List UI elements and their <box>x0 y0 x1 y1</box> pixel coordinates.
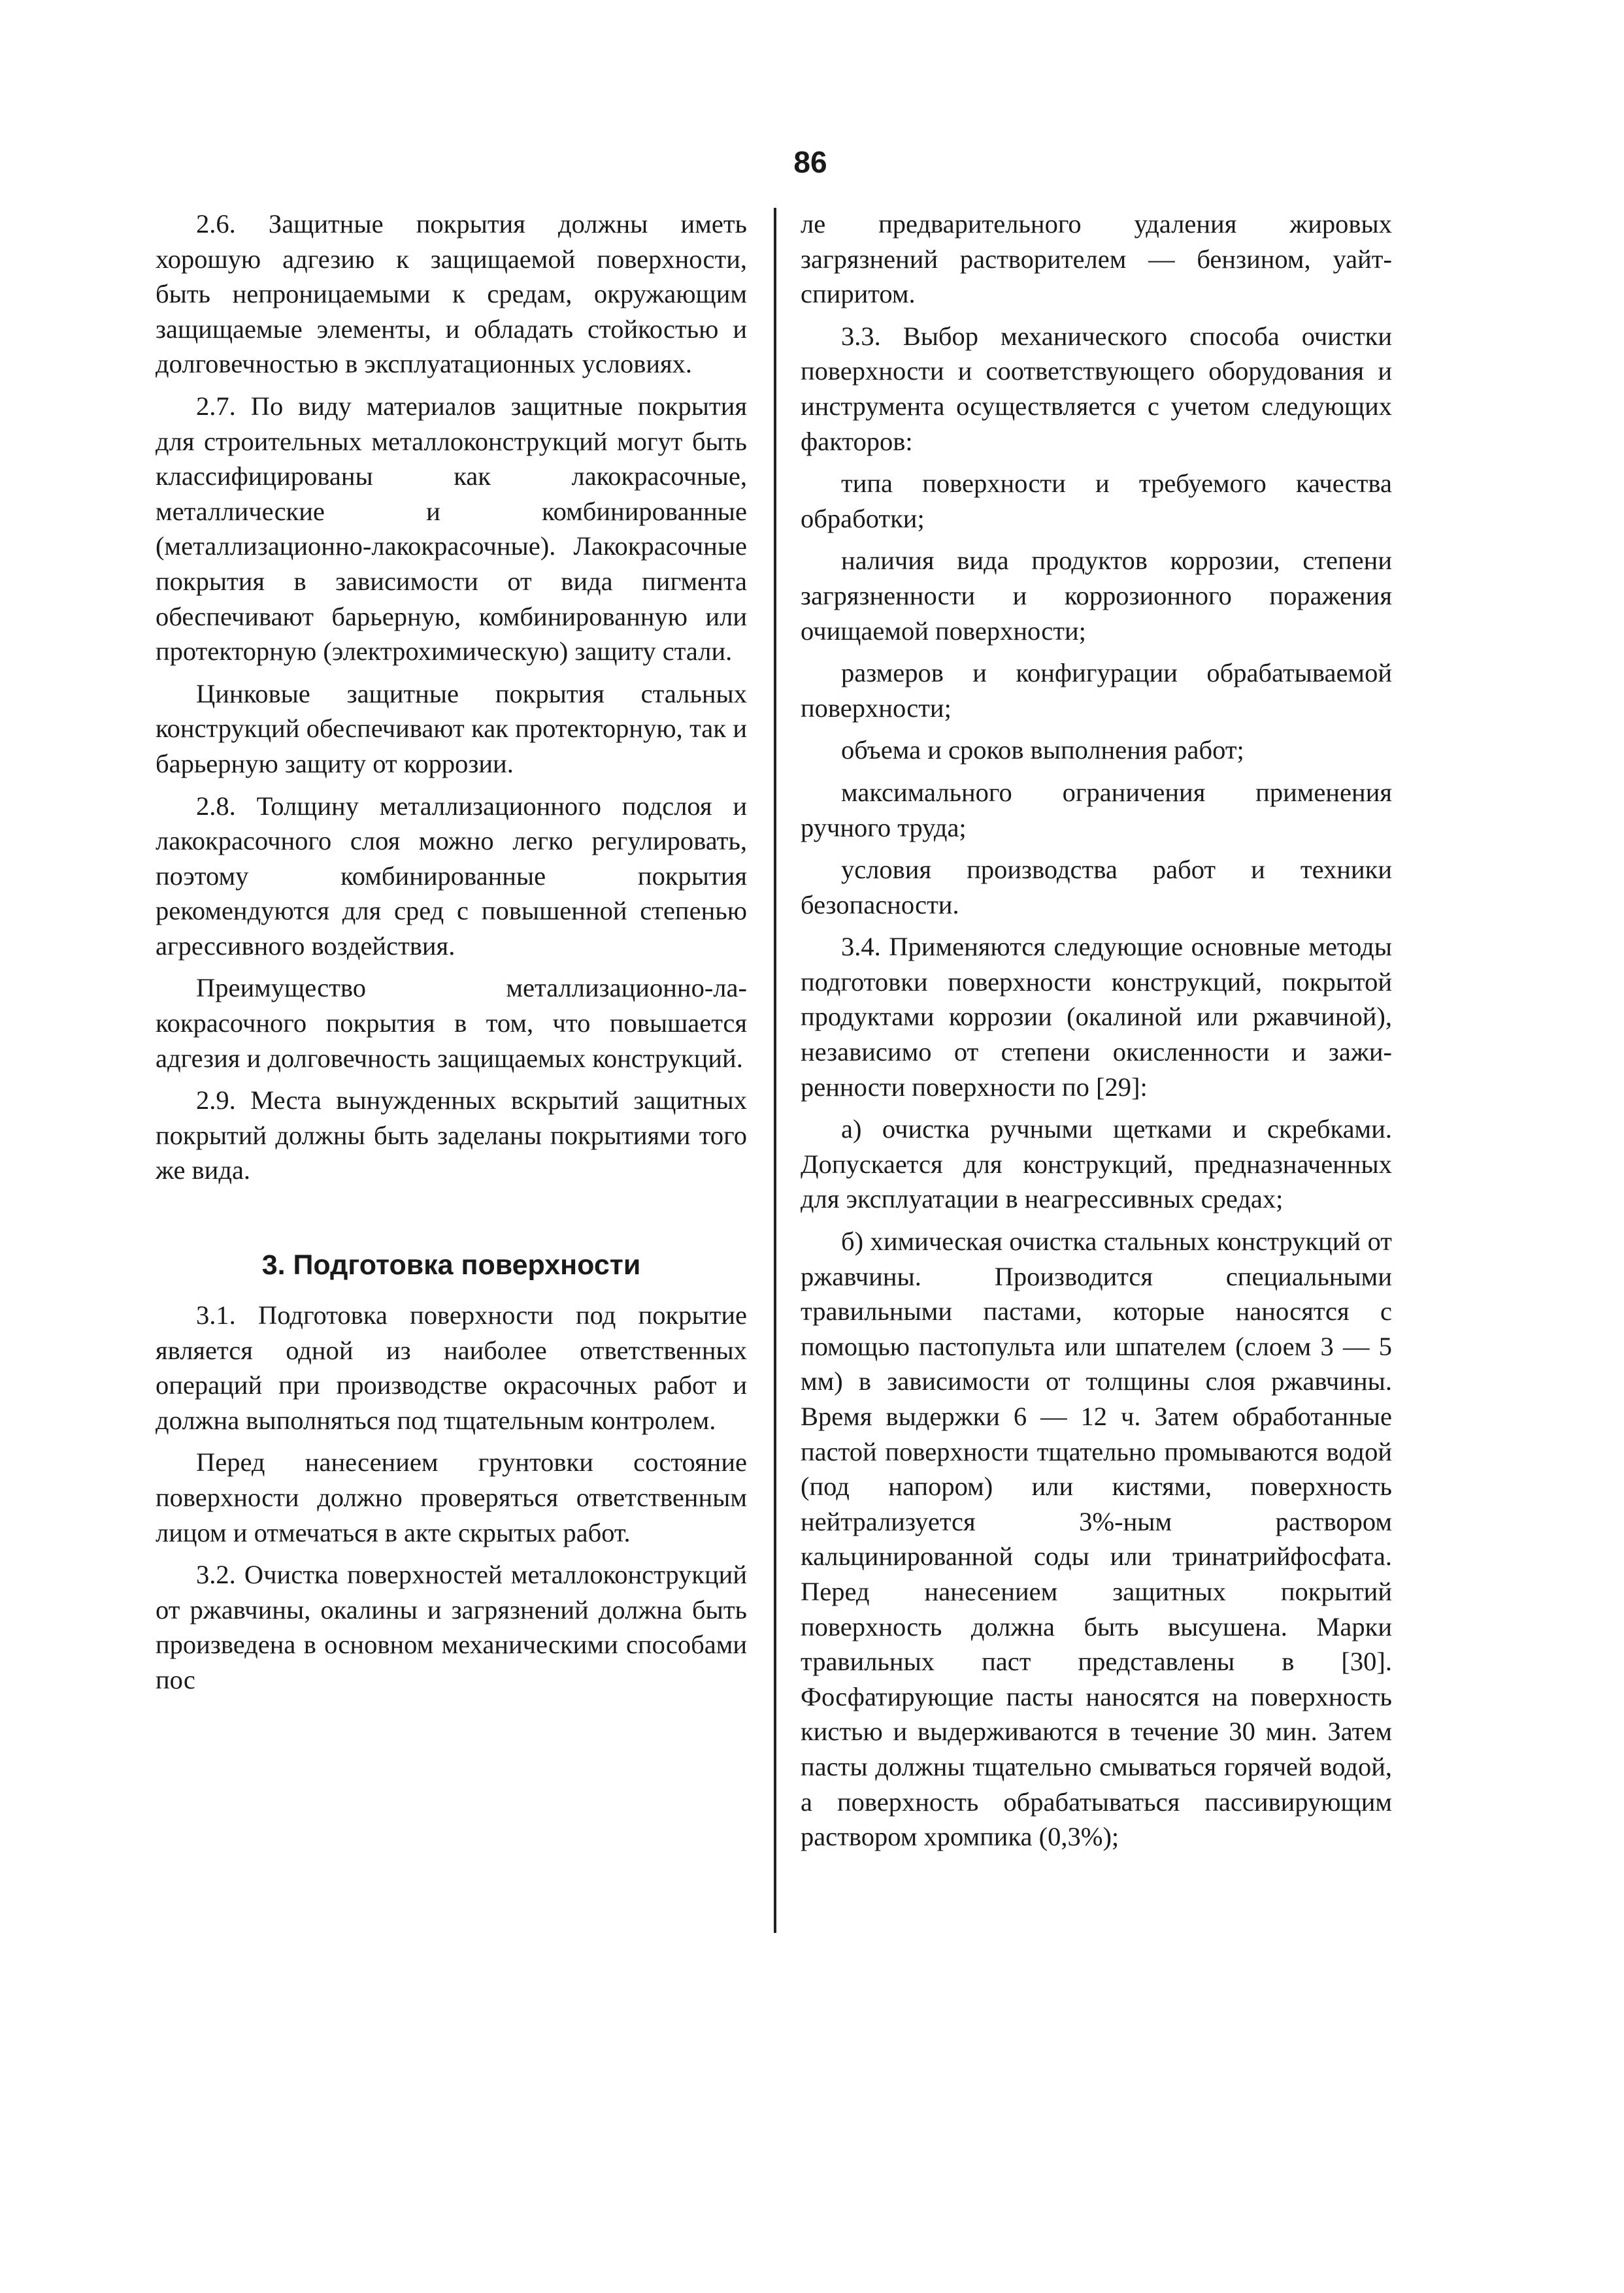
left-column <box>156 206 747 1705</box>
paragraph-2-6: 2.6. Защитные покрытия должны иметь хорошую адгезию к защищаемой поверхности, быть непроницаемыми к средам, окружающим защищаемые элементы, и обладать стойкостью и долговечностью в эксплуатационных условиях. <box>156 209 747 379</box>
method-b-chemical-cleaning: б) химическая очистка стальных конструкций от ржавчины. Производится специальными травильными пастами, которые наносятся с помощью пастопульта или шпателем (слоем 3 — 5 мм) в зависимости от толщины слоя ржавчины. Время выдержки 6 — 12 ч. Затем обработанные пастой поверхности тщательно промываются водой (под напором) или кистями, поверхность нейтрализуется 3%-ным раствором кальцинированной соды или тринатрийфосфата. Перед нанесением защитных покрытий поверхность должна быть высушена. Марки травильных паст представлены в [30]. Фосфатирующие пасты наносятся на поверхность кистью и выдерживаются в течение 30 мин. Затем пасты должны тщательно смываться горячей водой, а поверхность обрабатываться пассивирующим раствором хромпика (0,3%); <box>801 1227 1392 1852</box>
method-a-manual-brushes: а) очистка ручными щетками и скребками. Допускается для конструкций, предназначенных для эксплуатации в неагрессивных средах; <box>801 1114 1392 1214</box>
factor-safety: условия производства работ и техники безопасности. <box>801 855 1392 919</box>
right-column <box>801 206 1392 1862</box>
paragraph-3-1: 3.1. Подготовка поверхности под покрытие является одной из наиболее ответственных операций при производстве окрасочных работ и должна выполняться под тщательным контролем. <box>156 1300 747 1435</box>
paragraph-3-2: 3.2. Очистка поверхностей металлоконструкций от ржавчины, окалины и загрязнений должна быть произведена в основном механическими способами пос <box>156 1560 747 1694</box>
factor-surface-size: размеров и конфигурации обрабатываемой поверхности; <box>801 658 1392 723</box>
column-divider <box>774 208 776 1933</box>
paragraph-advantage: Преимущество металлизационно-лакокрасочного покрытия в том, что повышается адгезия и долговечность защищаемых конструкций. <box>156 973 747 1073</box>
factor-work-volume: объема и сроков выполнения работ; <box>841 735 1244 765</box>
section-heading: 3. Подготовка поверхности <box>261 1249 641 1281</box>
factor-surface-type: типа поверхности и требуемого качества обработки; <box>801 469 1392 533</box>
paragraph-3-2-continued: ле предварительного удаления жировых загрязнений растворителем — бензином, уайт-спиритом. <box>801 209 1392 309</box>
paragraph-zinc-coatings: Цинковые защитные покрытия стальных конструкций обеспечивают как протекторную, так и барьерную защиту от коррозии. <box>156 678 747 778</box>
paragraph-2-8: 2.8. Толщину металлизационного подслоя и лакокрасочного слоя можно легко регулировать, поэтому комбинированные покрытия рекомендуются для сред с повышенной степенью агрессивного воздействия. <box>156 791 747 961</box>
paragraph-primer-inspection: Перед нанесением грунтовки состояние поверхности должно проверяться ответственным лицом и отмечаться в акте скрытых работ. <box>156 1447 747 1547</box>
paragraph-2-7: 2.7. По виду материалов защитные покрытия для строительных металлоконструкций могут быть классифицированы как лакокрасочные, металлические и комбинированные (металлизационно-лакокрасочные). Лакокрасочные покрытия в зависимости от вида пигмента обеспечивают барьерную, комбинированную или протекторную (электрохимическую) защиту стали. <box>156 391 747 667</box>
page-number: 86 <box>793 145 827 179</box>
factor-manual-labor: максимального ограничения применения ручного труда; <box>801 777 1392 842</box>
paragraph-3-4: 3.4. Применяются следующие основные методы подготовки поверхности конструкций, покрытой продуктами коррозии (окалиной или ржавчиной), независимо от степени окисленности и зажиренности поверхности по [29]: <box>801 932 1392 1102</box>
paragraph-2-9: 2.9. Места вынужденных вскрытий защитных покрытий должны быть заделаны покрытиями того же вида. <box>156 1085 747 1185</box>
factor-corrosion-products: наличия вида продуктов коррозии, степени загрязненности и коррозионного поражения очищаемой поверхности; <box>801 546 1392 646</box>
paragraph-3-3: 3.3. Выбор механического способа очистки поверхности и соответствующего оборудования и инструмента осуществляется с учетом следующих факторов: <box>801 321 1392 456</box>
